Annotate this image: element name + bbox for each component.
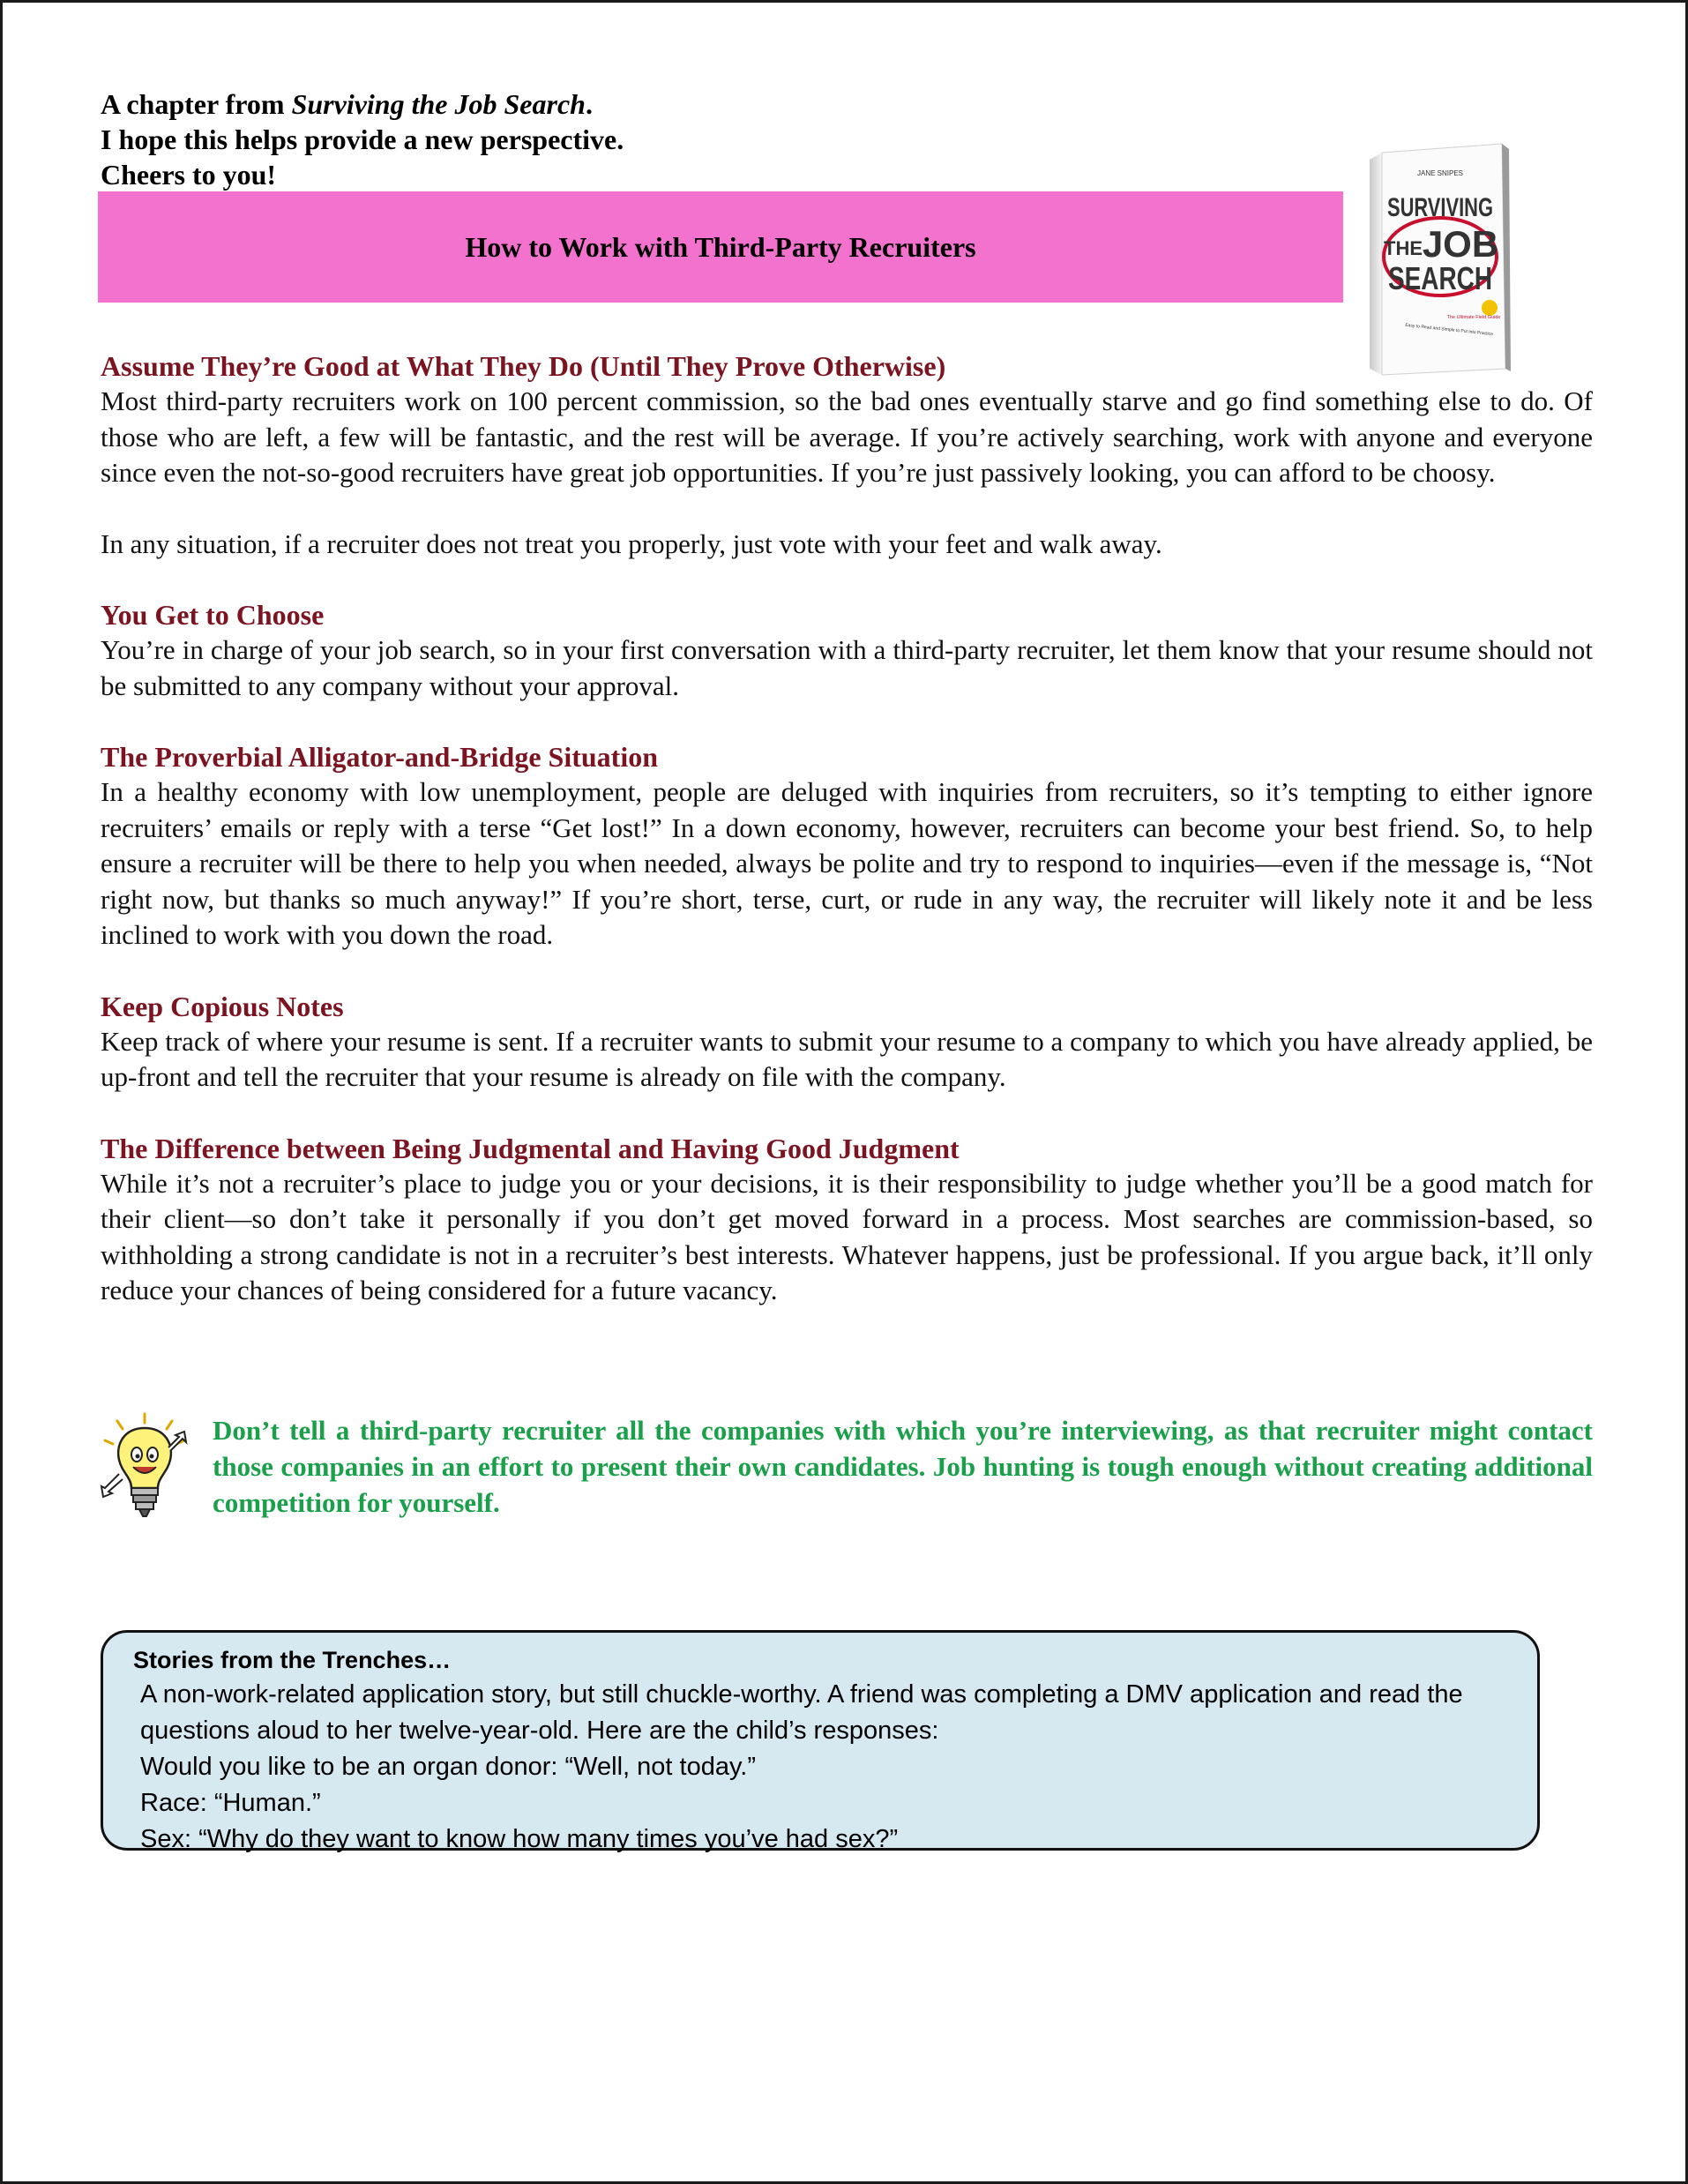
book-badge	[1482, 300, 1498, 316]
chapter-title-banner	[98, 191, 1343, 303]
tip-callout	[98, 1412, 1597, 1527]
intro-line-1: A chapter from Surviving the Job Search.	[101, 88, 593, 120]
book-cover-image	[1370, 144, 1511, 378]
tip-text: Don’t tell a third-party recruiter all the companies with which you’re interviewing, as that recruiter might contact those companies in an effort to present their own candidates. Job hunting is tough enough without creating additional competition for yourself.	[213, 1415, 1593, 1518]
section-paragraph: In any situation, if a recruiter does not treat you properly, just vote with your feet and walk away.	[101, 527, 1162, 559]
stories-line: Sex: “Why do they want to know how many times you’ve had sex?”	[140, 1825, 899, 1853]
section-heading: Keep Copious Notes	[101, 990, 344, 1022]
section-heading: Assume They’re Good at What They Do (Until They Prove Otherwise)	[101, 350, 946, 382]
stories-box	[101, 1630, 1540, 1851]
section-heading: The Difference between Being Judgmental and Having Good Judgment	[101, 1132, 960, 1164]
stories-body	[133, 1677, 1514, 1858]
book-author: JANE SNIPES	[1416, 169, 1464, 177]
book-tagline: Easy to Read and Simple to Put Into Practice	[1405, 322, 1494, 338]
stories-line: A non-work-related application story, but still chuckle-worthy. A friend was completing a DMV application and read the questions aloud to her twelve-year-old. Here are the child’s responses:	[140, 1680, 1463, 1745]
book-title-line-4: SEARCH	[1388, 260, 1492, 296]
stories-line: Race: “Human.”	[140, 1789, 321, 1817]
intro-line-3: Cheers to you!	[101, 159, 277, 191]
book-subtitle: The Ultimate Field Guide	[1446, 315, 1501, 320]
intro-block	[101, 86, 624, 192]
lightbulb-icon	[98, 1412, 191, 1522]
section-copious-notes	[101, 989, 1593, 1096]
book-title-line-1: SURVIVING	[1387, 193, 1493, 222]
intro-line-2: I hope this helps provide a new perspective.	[101, 123, 624, 155]
chapter-title: How to Work with Third-Party Recruiters	[465, 230, 976, 263]
section-paragraph: In a healthy economy with low unemployment, people are deluged with inquiries from recruiters, so it’s tempting to either ignore recruiters’ emails or reply with a terse “Get lost!” In a down economy, however, recruiters can become your best friend. So, to help ensure a recruiter will be there to help you when needed, always be polite and try to respond to inquiries—even if the message is, “Not right now, but thanks so much anyway!” If you’re short, terse, curt, or rude in any way, the recruiter will likely note it and be less inclined to work with you down the road.	[101, 776, 1593, 950]
section-paragraph: You’re in charge of your job search, so in your first conversation with a third-party recruiter, let them know that your resume should not be submitted to any company without your approval.	[101, 634, 1593, 701]
stories-line: Would you like to be an organ donor: “Well, not today.”	[140, 1753, 757, 1781]
book-title-italic: Surviving the Job Search	[291, 88, 586, 120]
section-paragraph: Most third-party recruiters work on 100 percent commission, so the bad ones eventually starve and go find something else to do. Of those who are left, a few will be fantastic, and the rest will be average. If you’re actively searching, work with anyone and everyone since even the not-so-good recruiters have great job opportunities. If you’re just passively looking, you can afford to be choosy.	[101, 385, 1593, 488]
section-alligator-bridge	[101, 739, 1593, 954]
book-title-line-2: THE	[1384, 237, 1423, 259]
stories-title: Stories from the Trenches…	[133, 1647, 452, 1673]
article-body	[101, 348, 1593, 1344]
section-judgment	[101, 1131, 1593, 1309]
section-you-get-to-choose	[101, 597, 1593, 704]
section-assume-good	[101, 348, 1593, 562]
section-heading: The Proverbial Alligator-and-Bridge Situation	[101, 741, 659, 773]
section-paragraph: While it’s not a recruiter’s place to judge you or your decisions, it is their responsibility to judge whether you’ll be a good match for their client—so don’t take it personally if you don’t get moved forward in a process. Most searches are commission-based, so withholding a strong candidate is not in a recruiter’s best interests. Whatever happens, just be professional. If you argue back, it’ll only reduce your chances of being considered for a future vacancy.	[101, 1167, 1593, 1305]
book-title-line-3: JOB	[1422, 223, 1499, 265]
section-paragraph: Keep track of where your resume is sent. If a recruiter wants to submit your resume to a company to which you have already applied, be up-front and tell the recruiter that your resume is already on file with the company.	[101, 1025, 1593, 1092]
section-heading: You Get to Choose	[101, 599, 325, 631]
